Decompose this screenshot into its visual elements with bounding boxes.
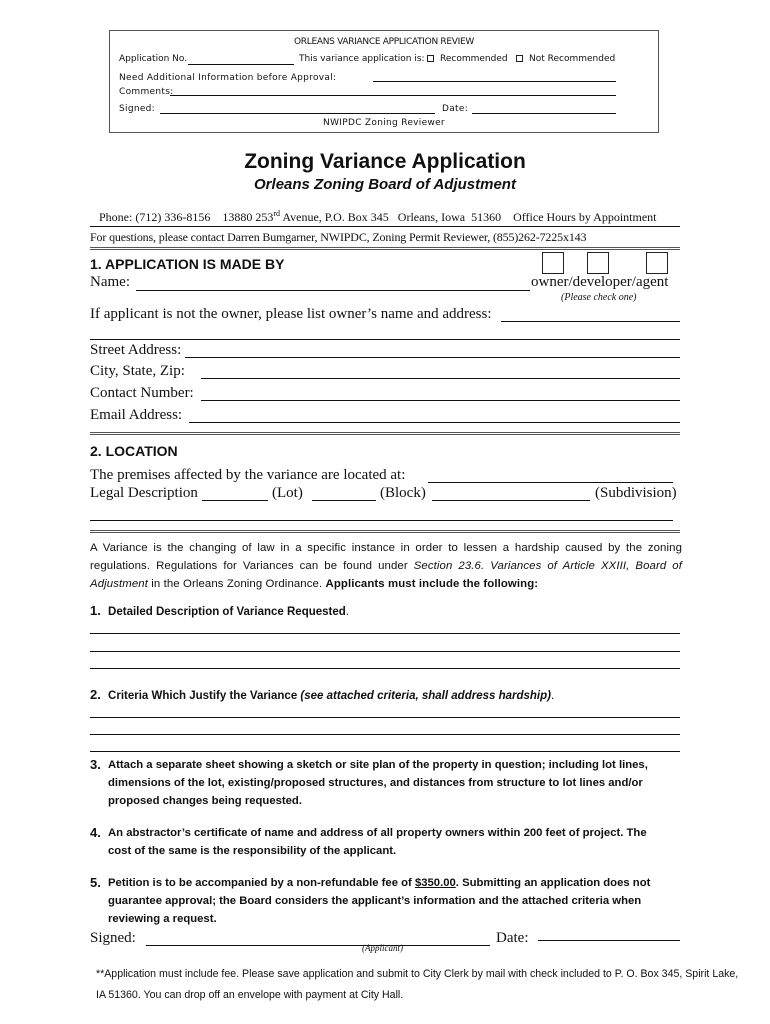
owner-field[interactable] <box>501 321 680 322</box>
item-4-text: An abstractor’s certificate of name and address of all property owners within 200 feet of project. The cost of the same is the responsibility of the applicant. <box>108 827 647 857</box>
comments-label: Comments: <box>119 87 174 97</box>
description-line-1[interactable] <box>90 633 680 634</box>
need-info-label: Need Additional Information before Approval: <box>119 73 337 83</box>
lot-label: (Lot) <box>272 485 303 501</box>
owner-prompt: If applicant is not the owner, please list owner’s name and address: <box>90 306 492 322</box>
item-5-number: 5. <box>90 875 101 890</box>
check-note: (Please check one) <box>561 292 637 303</box>
premises-label: The premises affected by the variance are located at: <box>90 467 406 483</box>
not-recommended-label: Not Recommended <box>529 54 616 64</box>
city-field[interactable] <box>201 378 680 379</box>
review-date-label: Date: <box>442 104 469 114</box>
criteria-line-2[interactable] <box>90 734 680 735</box>
need-info-field[interactable] <box>373 81 616 82</box>
description-line-2[interactable] <box>90 651 680 652</box>
date-label: Date: <box>496 930 529 946</box>
application-no-field[interactable] <box>188 64 294 65</box>
applicant-label: (Applicant) <box>362 943 403 953</box>
item-4-number: 4. <box>90 825 101 840</box>
review-date-field[interactable] <box>472 113 616 114</box>
criteria-line-3[interactable] <box>90 751 680 752</box>
name-field[interactable] <box>136 290 530 291</box>
item-5 <box>90 874 682 928</box>
criteria-line-1[interactable] <box>90 717 680 718</box>
item-2-note: (see attached criteria, shall address hardship) <box>300 690 551 702</box>
description-line-3[interactable] <box>90 668 680 669</box>
legal-label: Legal Description <box>90 485 198 501</box>
section2-divider <box>90 530 680 533</box>
recommended-checkbox[interactable] <box>427 55 434 62</box>
lot-field[interactable] <box>202 500 268 501</box>
review-signed-field[interactable] <box>160 113 435 114</box>
application-no-label: Application No. <box>119 54 188 64</box>
street-field[interactable] <box>185 357 680 358</box>
signature-field[interactable] <box>146 945 490 946</box>
info-text: A Variance is the changing of law in a specific instance in order to lessen a hardship caused by the zoning regulations. Regulations for Variances can be found under <box>90 542 682 572</box>
developer-checkbox[interactable] <box>587 252 609 274</box>
owner-field-2[interactable] <box>90 339 680 340</box>
recommended-label: Recommended <box>440 54 508 64</box>
item-1-text: Detailed Description of Variance Requested <box>108 606 346 618</box>
contact-number-field[interactable] <box>201 400 680 401</box>
item-5-text-pre: Petition is to be accompanied by a non-refundable fee of <box>108 877 415 889</box>
must-include: Applicants must include the following: <box>325 578 539 590</box>
item-2-end: . <box>550 690 555 702</box>
block-label: (Block) <box>380 485 426 501</box>
fee-amount: $350.00 <box>414 877 456 889</box>
section2-heading: 2. LOCATION <box>90 443 178 459</box>
name-label: Name: <box>90 274 130 290</box>
page-subtitle: Orleans Zoning Board of Adjustment <box>254 176 516 193</box>
ordinance-reference: Section 23.6. Variances of Article XXIII, Board of Adjustment <box>90 560 682 590</box>
section1-divider <box>90 432 680 435</box>
email-label: Email Address: <box>90 407 183 423</box>
legal-description-row <box>90 485 680 505</box>
item-1 <box>90 603 349 618</box>
status-label: This variance application is: <box>299 54 425 64</box>
signed-label: Signed: <box>90 930 136 946</box>
contact-divider <box>90 226 680 227</box>
reviewer-label: NWIPDC Zoning Reviewer <box>323 118 445 128</box>
subdivision-label: (Subdivision) <box>595 485 677 501</box>
item-2 <box>90 687 554 702</box>
subdivision-field[interactable] <box>432 500 590 501</box>
premises-field[interactable] <box>428 482 673 483</box>
contact-number-label: Contact Number: <box>90 385 194 401</box>
footer-note: **Application must include fee. Please save application and submit to City Clerk by mail with check included to P. O. Box 345, Spirit Lake, IA 51360. You can drop off an envelope with payment at City Hall. <box>96 968 739 1001</box>
role-label: owner/developer/agent <box>531 274 669 290</box>
legal-field-2[interactable] <box>90 520 673 521</box>
section-divider <box>90 247 680 250</box>
variance-info <box>90 539 682 593</box>
item-1-number: 1. <box>90 603 101 618</box>
review-signed-label: Signed: <box>119 104 156 114</box>
item-3 <box>90 756 682 810</box>
page-title: Zoning Variance Application <box>244 150 526 173</box>
item-2-text: Criteria Which Justify the Variance <box>108 690 301 702</box>
street-label: Street Address: <box>90 342 182 358</box>
item-1-end: . <box>345 606 349 618</box>
city-label: City, State, Zip: <box>90 363 185 379</box>
item-5-text-post: . Submitting an application does not guarantee approval; the Board considers the applicant’s information and the attached criteria when reviewing a request. <box>108 877 651 925</box>
item-4 <box>90 824 682 860</box>
owner-checkbox[interactable] <box>542 252 564 274</box>
questions-line: For questions, please contact Darren Bumgarner, NWIPDC, Zoning Permit Reviewer, (855)262-7225x143 <box>90 230 587 244</box>
section1-heading: 1. APPLICATION IS MADE BY <box>90 256 285 272</box>
comments-field[interactable] <box>170 95 616 96</box>
item-2-number: 2. <box>90 687 101 702</box>
item-3-text: Attach a separate sheet showing a sketch or site plan of the property in question; including lot lines, dimensions of the lot, existing/proposed structures, and distances from structure to lot lines and/or proposed changes being requested. <box>108 759 648 807</box>
not-recommended-checkbox[interactable] <box>516 55 523 62</box>
agent-checkbox[interactable] <box>646 252 668 274</box>
info-text-2: in the Orleans Zoning Ordinance. <box>147 578 326 590</box>
review-title: ORLEANS VARIANCE APPLICATION REVIEW <box>294 37 474 47</box>
item-3-number: 3. <box>90 757 101 772</box>
item-5-text <box>108 874 673 928</box>
contact-line: Phone: (712) 336-8156 13880 253rd Avenue, P.O. Box 345 Orleans, Iowa 51360 Office Hours by Appointment <box>99 209 657 224</box>
block-field[interactable] <box>312 500 376 501</box>
date-field[interactable] <box>538 940 680 941</box>
email-field[interactable] <box>189 422 680 423</box>
